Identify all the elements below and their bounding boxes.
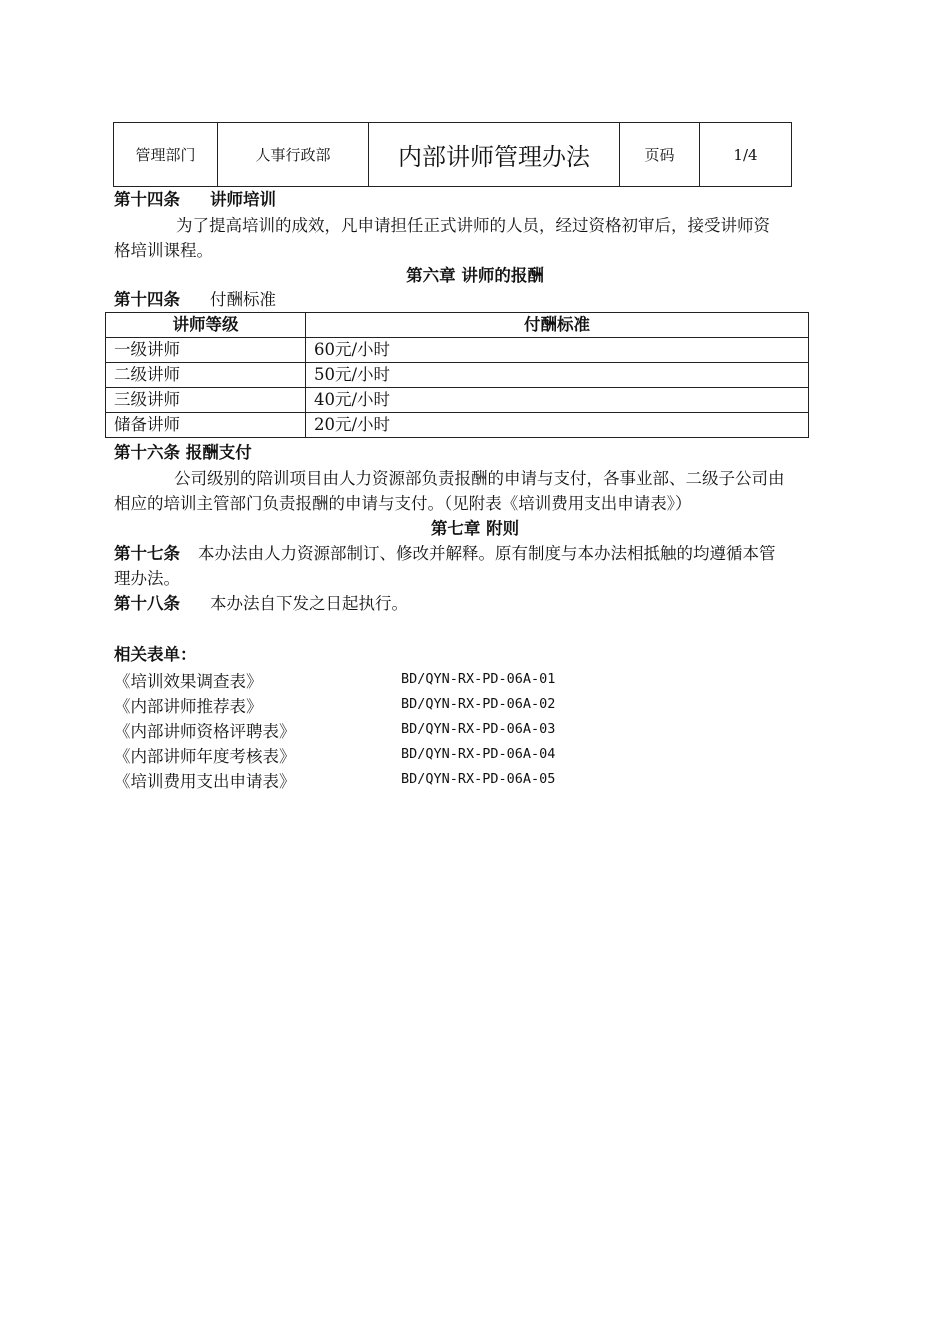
article-16-heading: 第十六条 报酬支付 (114, 443, 252, 462)
table-cell: 二级讲师 (106, 363, 306, 388)
table-row (106, 413, 809, 438)
article-body: 本办法由人力资源部制订、修改并解释。原有制度与本办法相抵触的均遵循本管 (198, 544, 776, 563)
article-16-body-line2: 相应的培训主管部门负责报酬的申请与支付。（见附表《培训费用支出申请表》） (114, 494, 692, 513)
table-header-row (106, 313, 809, 338)
related-forms-title: 相关表单： (114, 645, 197, 664)
dept-label: 管理部门 (114, 123, 218, 186)
article-18 (114, 594, 408, 614)
page-label: 页码 (620, 123, 700, 186)
page-number: 1/4 (733, 145, 758, 164)
form-name: 《培训费用支出申请表》 (114, 772, 296, 791)
chapter-6-heading: 第六章 讲师的报酬 (406, 266, 544, 285)
article-17-line2: 理办法。 (114, 569, 180, 588)
form-code: BD/QYN-RX-PD-06A-05 (401, 771, 556, 787)
table-cell: 40元/小时 (306, 388, 809, 413)
article-14-body-line2: 格培训课程。 (114, 241, 213, 260)
article-16-body-line1: 公司级别的陪训项目由人力资源部负责报酬的申请与支付，各事业部、二级子公司由 (174, 469, 785, 488)
article-number: 第十八条 (114, 594, 180, 613)
table-cell: 储备讲师 (106, 413, 306, 438)
document-header-table (113, 122, 792, 187)
article-number: 第十四条 (114, 290, 180, 309)
document-title: 内部讲师管理办法 (369, 123, 620, 186)
table-cell: 20元/小时 (306, 413, 809, 438)
article-14-training-heading (114, 190, 276, 210)
chapter-7-heading: 第七章 附则 (430, 519, 520, 538)
form-code: BD/QYN-RX-PD-06A-02 (401, 696, 556, 712)
table-cell: 三级讲师 (106, 388, 306, 413)
table-row (106, 338, 809, 363)
article-body: 本办法自下发之日起执行。 (210, 594, 408, 613)
form-code: BD/QYN-RX-PD-06A-04 (401, 746, 556, 762)
table-row (106, 363, 809, 388)
article-number: 第十四条 (114, 190, 180, 209)
table-cell: 60元/小时 (306, 338, 809, 363)
form-name: 《内部讲师推荐表》 (114, 697, 263, 716)
form-name: 《培训效果调查表》 (114, 672, 263, 691)
article-title: 讲师培训 (210, 190, 276, 209)
form-name: 《内部讲师年度考核表》 (114, 747, 296, 766)
column-header: 付酬标准 (306, 313, 809, 338)
table-cell: 一级讲师 (106, 338, 306, 363)
column-header: 讲师等级 (106, 313, 306, 338)
table-cell: 50元/小时 (306, 363, 809, 388)
fee-standard-table (105, 312, 809, 438)
article-number: 第十七条 (114, 544, 180, 563)
article-14-body-line1: 为了提高培训的成效，凡申请担任正式讲师的人员，经过资格初审后，接受讲师资 (176, 216, 770, 235)
form-code: BD/QYN-RX-PD-06A-01 (401, 671, 556, 687)
form-name: 《内部讲师资格评聘表》 (114, 722, 296, 741)
table-row (106, 388, 809, 413)
article-title: 付酬标准 (210, 290, 276, 309)
article-17-line1 (114, 544, 776, 564)
dept-value: 人事行政部 (218, 123, 369, 186)
article-14-fee-heading (114, 290, 276, 310)
form-code: BD/QYN-RX-PD-06A-03 (401, 721, 556, 737)
